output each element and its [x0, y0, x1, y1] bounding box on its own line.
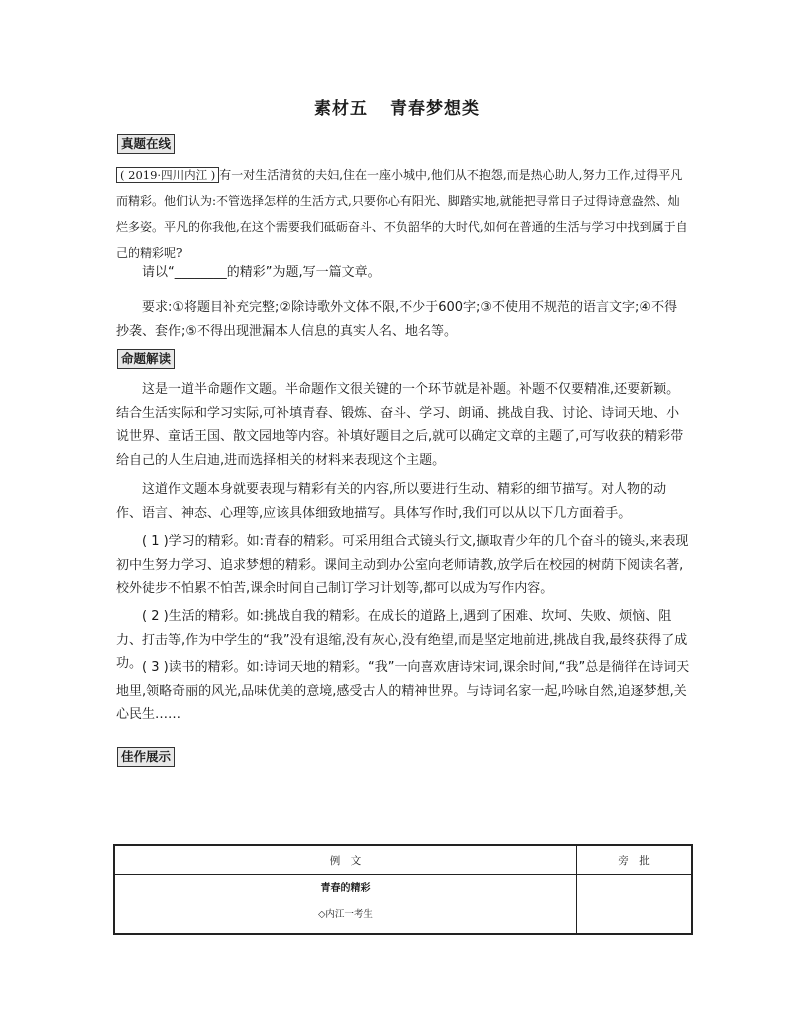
header-example: 例 文: [114, 845, 577, 875]
analysis-paragraph-5: ( 3 )读书的精彩。如:诗词天地的精彩。“我”一向喜欢唐诗宋词,课余时间,“我”总是徜徉在诗词天地里,领略奇丽的风光,品味优美的意境,感受古人的精神世界。与诗词名家一起,吟咏自然,追逐梦想,关心民生……: [116, 660, 690, 722]
analysis-paragraph-2: 这道作文题本身就要表现与精彩有关的内容,所以要进行生动、精彩的细节描写。对人物的动作、语言、神态、心理等,应该具体细致地描写。具体写作时,我们可以从以下几方面着手。: [116, 482, 667, 521]
section-tag-zhenti: 真题在线: [117, 134, 175, 154]
requirements-paragraph: 要求:①将题目补充完整;②除诗歌外文体不限,不少于600字;③不使用不规范的语言文字;④不得抄袭、套作;⑤不得出现泄漏本人信息的真实人名、地名等。: [116, 300, 678, 339]
analysis-paragraph-4: ( 2 )生活的精彩。如:挑战自我的精彩。在成长的道路上,遇到了困难、坎坷、失败、烦恼、阻力、打击等,作为中学生的“我”没有退缩,没有灰心,没有绝望,而是坚定地前进,挑战自我,最终获得了成功。: [116, 609, 688, 671]
title-part2: 青春梦想类: [390, 99, 480, 119]
essay-cell: [114, 875, 577, 935]
header-comment: 旁 批: [577, 845, 693, 875]
analysis-paragraph-1: 这是一道半命题作文题。半命题作文很关键的一个环节就是补题。补题不仅要精准,还要新颖。结合生活实际和学习实际,可补填青春、锻炼、奋斗、学习、朗诵、挑战自我、讨论、诗词天地、小说世界、童话王国、散文园地等内容。补填好题目之后,就可以确定文章的主题了,可写收获的精彩带给自己的人生启迪,进而选择相关的材料来表现这个主题。: [116, 382, 684, 468]
section-tag-jiazuo: 佳作展示: [117, 747, 175, 767]
analysis-paragraph-3: ( 1 )学习的精彩。如:青春的精彩。可采用组合式镜头行文,撷取青少年的几个奋斗的镜头,来表现初中生努力学习、追求梦想的精彩。课间主动到办公室向老师请教,放学后在校园的树荫下阅读名著,校外徒步不怕累不怕苦,课余时间自己制订学习计划等,都可以成为写作内容。: [116, 534, 689, 596]
table-header-row: [114, 845, 692, 875]
task-before: 请以“: [142, 265, 175, 280]
essay-author: ◇内江一考生: [318, 909, 373, 920]
example-table: [113, 844, 693, 935]
title-part1: 素材五: [314, 99, 368, 119]
comment-cell: [577, 875, 693, 935]
page-title: [0, 94, 794, 119]
table-body-row: [114, 875, 692, 935]
source-box: ( 2019·四川内江 ): [116, 167, 219, 183]
task-blank: ________: [174, 265, 227, 280]
essay-title: 青春的精彩: [320, 883, 371, 894]
section-tag-mingti: 命题解读: [117, 349, 175, 369]
task-after: 的精彩”为题,写一篇文章。: [226, 265, 381, 280]
prompt-paragraph: [116, 162, 690, 266]
task-line: [116, 261, 690, 285]
prompt-text: 有一对生活清贫的夫妇,住在一座小城中,他们从不抱怨,而是热心助人,努力工作,过得平凡而精彩。他们认为:不管选择怎样的生活方式,只要你心有阳光、脚踏实地,就能把寻常日子过得诗意盎然、灿烂多姿。平凡的你我他,在这个需要我们砥砺奋斗、不负韶华的大时代,如何在普通的生活与学习中找到属于自己的精彩呢?: [116, 168, 688, 260]
